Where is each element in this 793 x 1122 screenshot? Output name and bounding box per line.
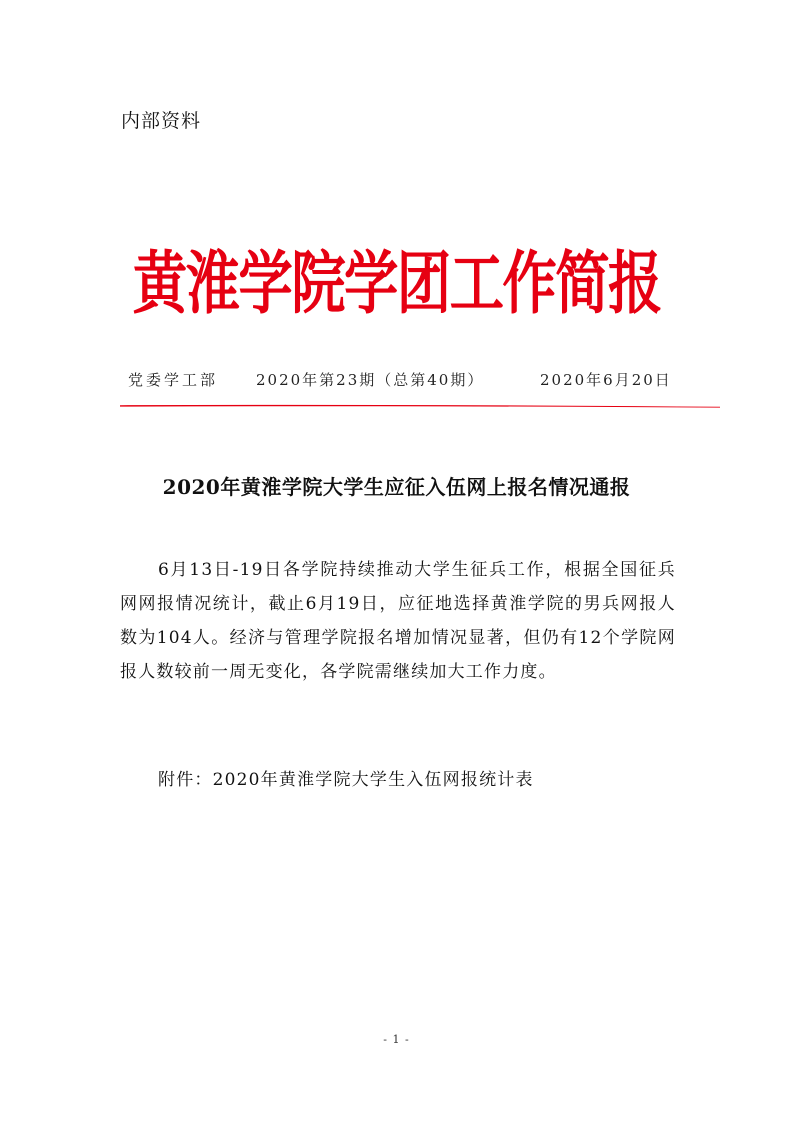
page-number: - 1 - — [383, 1033, 410, 1046]
attachment-note: 附件：2020年黄淮学院大学生入伍网报统计表 — [158, 770, 534, 790]
masthead-red-rule — [120, 404, 720, 408]
article-body-paragraph: 6月13日-19日各学院持续推动大学生征兵工作，根据全国征兵网网报情况统计，截止6月19日，应征地选择黄淮学院的男兵网报人数为104人。经济与管理学院报名增加情况显著，但仍有12个学院网报人数较前一周无变化，各学院需继续加大工作力度。 — [120, 560, 676, 682]
issuing-department: 党委学工部 — [128, 371, 219, 389]
classification-label: 内部资料 — [121, 110, 202, 132]
masthead-title: 黄淮学院学团工作简报 — [132, 244, 661, 324]
issue-date: 2020年6月20日 — [540, 371, 672, 389]
issue-number: 2020年第23期（总第40期） — [256, 371, 485, 389]
article-title: 2020年黄淮学院大学生应征入伍网上报名情况通报 — [162, 475, 631, 499]
